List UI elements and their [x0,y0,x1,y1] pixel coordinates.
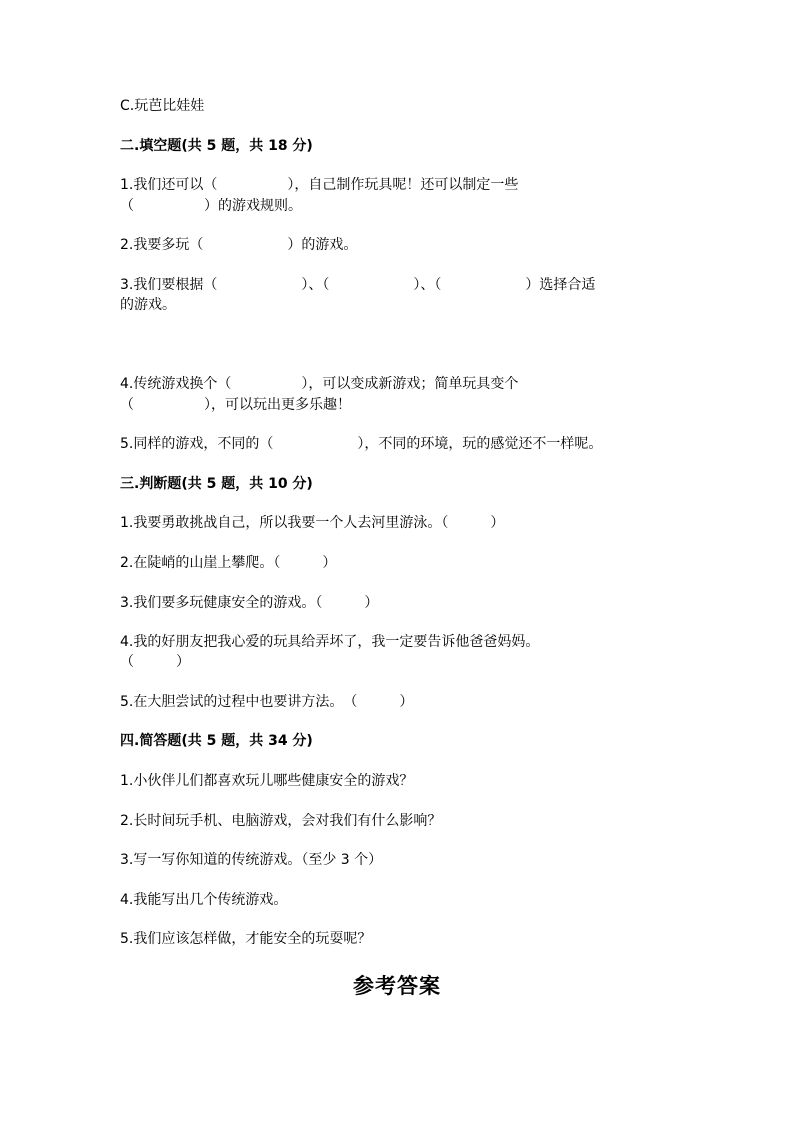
s3-q4-line1: 4.我的好朋友把我心爱的玩具给弄坏了，我一定要告诉他爸爸妈妈。 [120,634,540,650]
s3-q1-line1: 1.我要勇敢挑战自己，所以我要一个人去河里游泳。（ ） [120,515,505,531]
s3-q2-line1: 2.在陡峭的山崖上攀爬。（ ） [120,555,337,571]
s3-q5-line1: 5.在大胆尝试的过程中也要讲方法。 （ ） [120,694,414,710]
s3-q3-line1: 3.我们要多玩健康安全的游戏。（ ） [120,595,379,611]
s4-q3-line1: 3.写一写你知道的传统游戏。（至少 3 个） [120,852,383,868]
section2-heading: 二.填空题(共 5 题，共 18 分) [120,138,313,154]
s3-q4-line2: （ ） [120,654,190,670]
answer-key-title: 参考答案 [353,973,441,998]
option-c: C.玩芭比娃娃 [120,98,205,114]
s4-q4-line1: 4.我能写出几个传统游戏。 [120,892,288,908]
s2-q3-line2: 的游戏。 [120,297,176,313]
s2-q1-line2: （ ）的游戏规则。 [120,198,302,214]
section4-heading: 四.简答题(共 5 题，共 34 分) [120,733,313,749]
s2-q1-line1: 1.我们还可以（ ），自己制作玩具呢！还可以制定一些 [120,177,519,193]
s4-q1-line1: 1.小伙伴儿们都喜欢玩儿哪些健康安全的游戏？ [120,773,414,789]
s4-q5-line1: 5.我们应该怎样做，才能安全的玩耍呢？ [120,931,372,947]
s2-q4-line1: 4.传统游戏换个（ ），可以变成新游戏；简单玩具变个 [120,376,519,392]
s2-q2-line1: 2.我要多玩（ ）的游戏。 [120,237,358,253]
s2-q4-line2: （ ），可以玩出更多乐趣！ [120,397,351,413]
s4-q2-line1: 2.长时间玩手机、电脑游戏，会对我们有什么影响？ [120,813,442,829]
s2-q5-line1: 5.同样的游戏，不同的（ ），不同的环境，玩的感觉还不一样呢。 [120,436,603,452]
s2-q3-line1: 3.我们要根据（ ）、（ ）、（ ）选择合适 [120,277,596,293]
section3-heading: 三.判断题(共 5 题，共 10 分) [120,476,313,492]
